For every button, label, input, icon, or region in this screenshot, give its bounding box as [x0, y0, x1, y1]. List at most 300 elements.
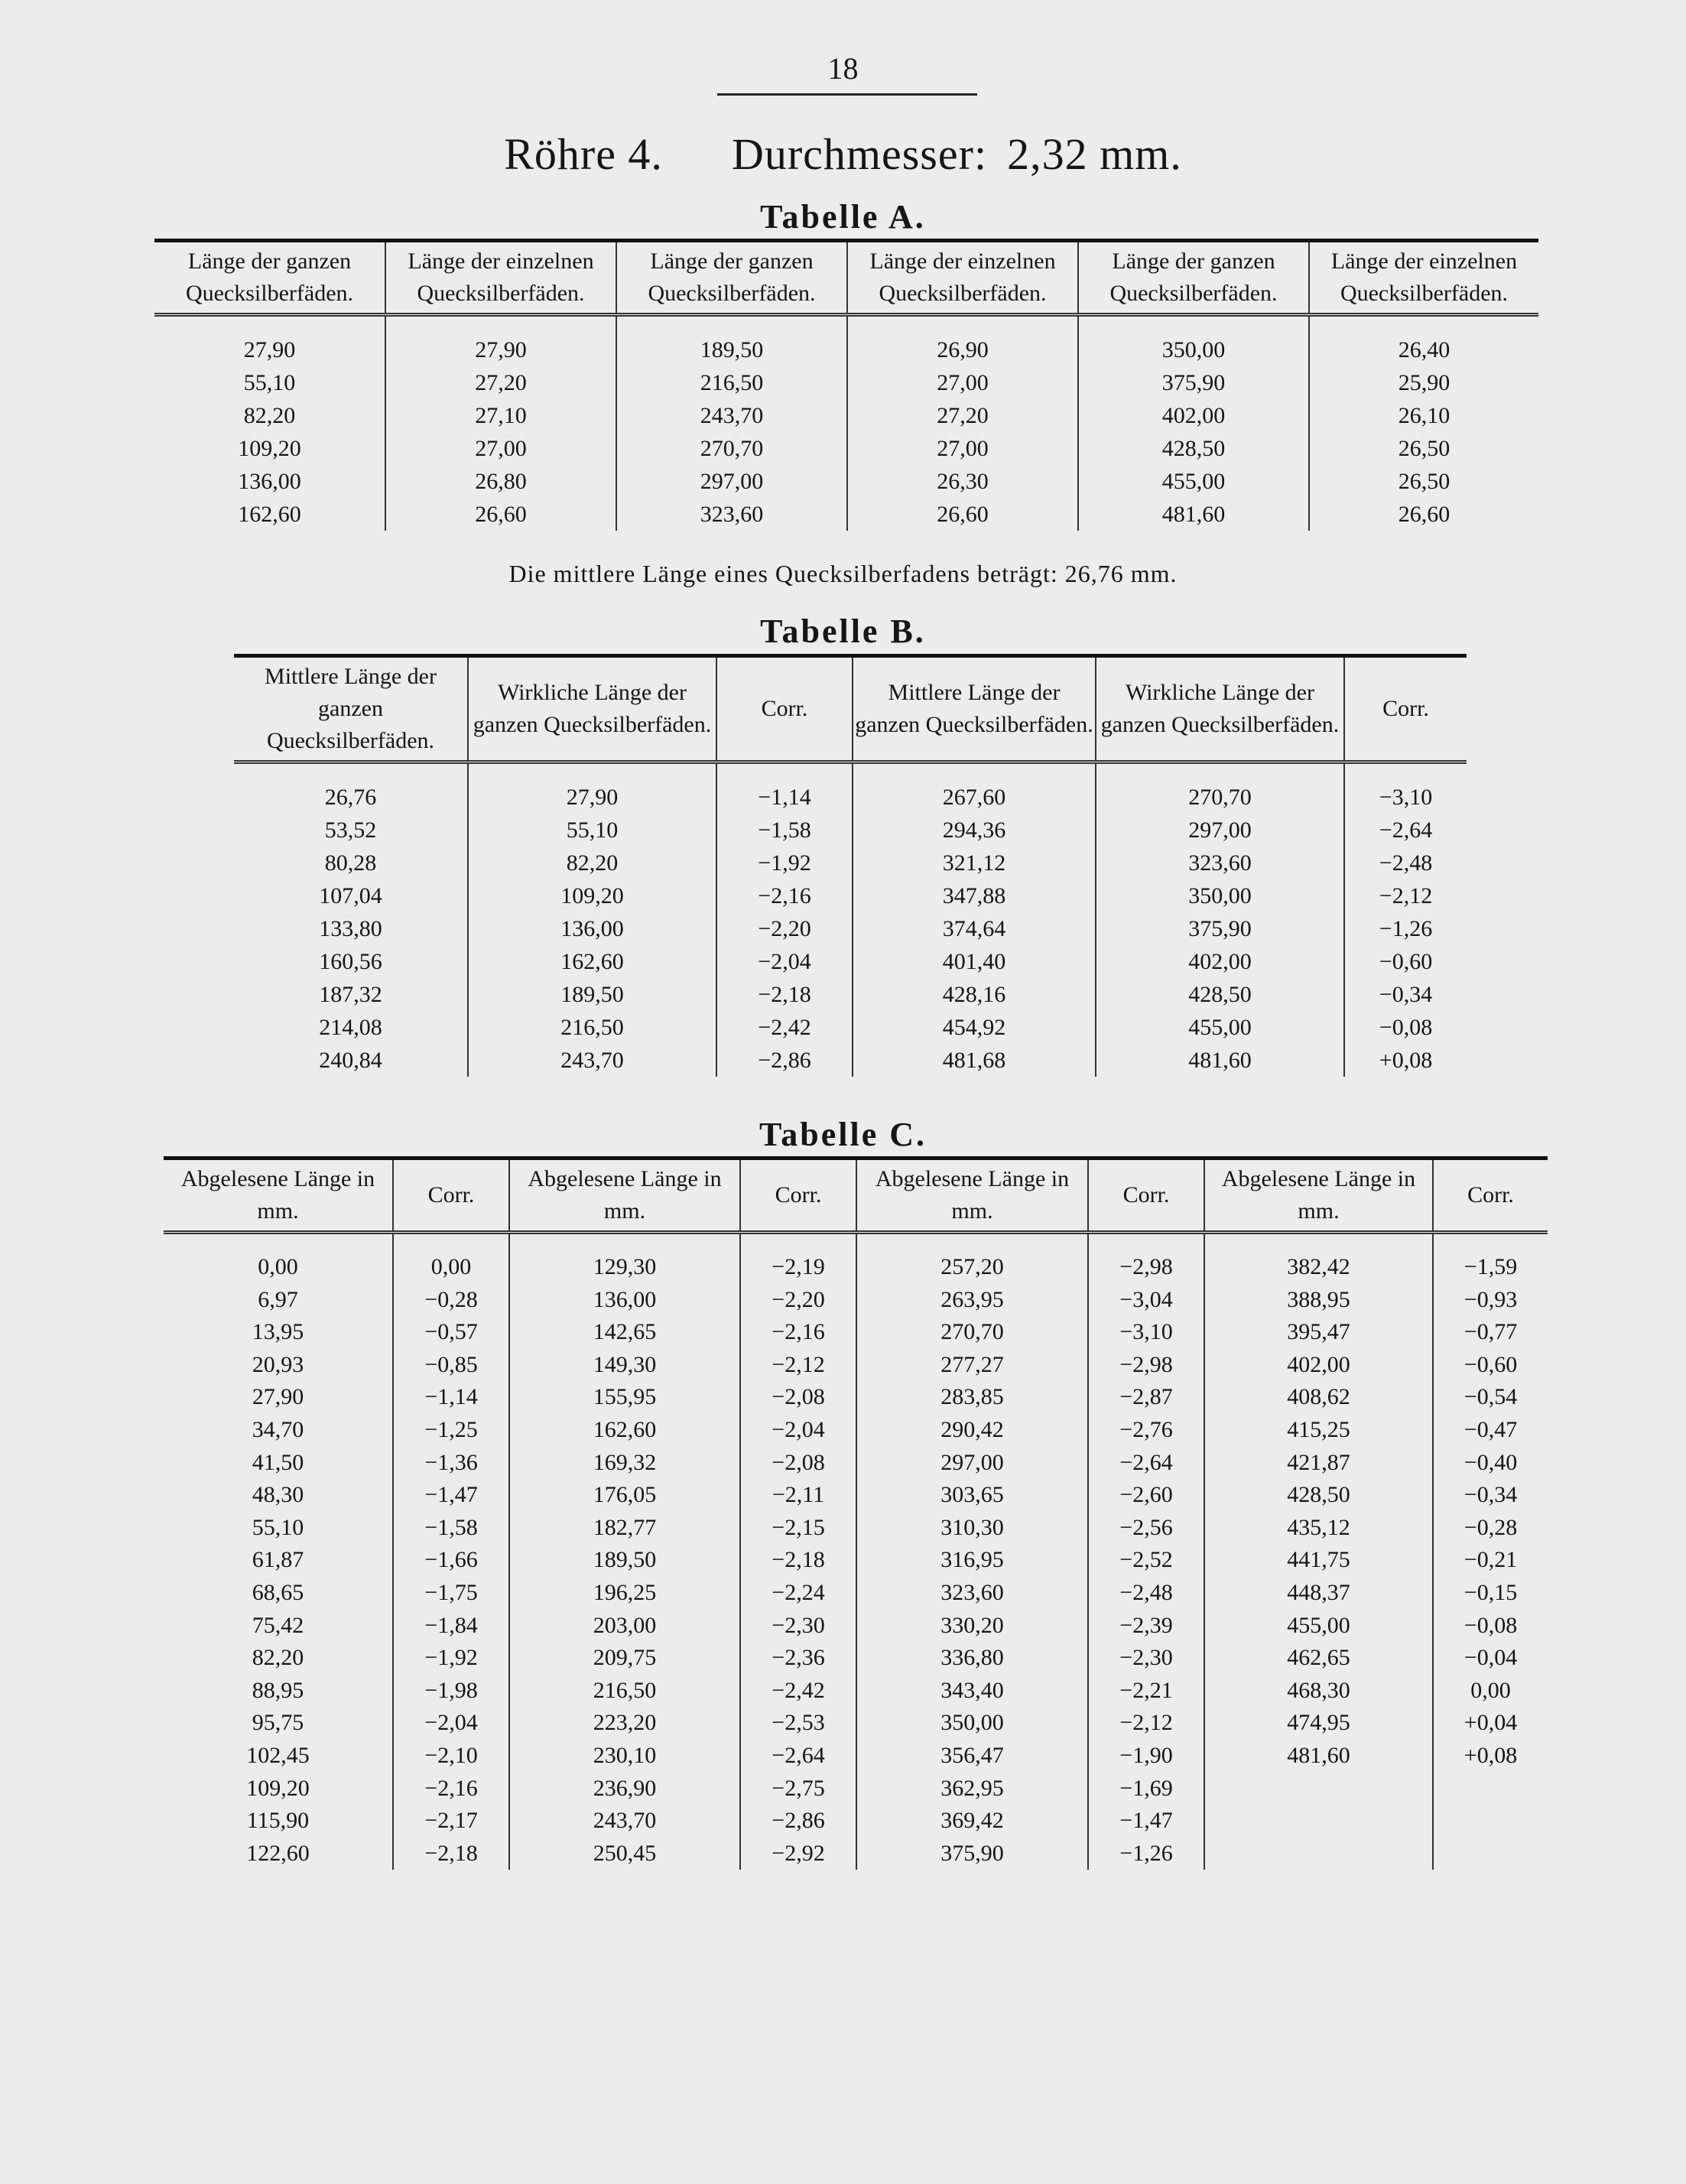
table-cell: 107,04: [234, 879, 468, 912]
table-b-header-3: Mittlere Länge der ganzen Quecksilberfäden.: [853, 656, 1096, 762]
table-cell: −0,28: [393, 1284, 509, 1317]
table-cell: −2,98: [1088, 1349, 1204, 1382]
table-cell: 369,42: [856, 1805, 1088, 1838]
title-diameter-label: Durchmesser:: [731, 129, 988, 179]
table-cell: 435,12: [1204, 1512, 1433, 1545]
table-cell: −2,16: [716, 879, 853, 912]
table-cell: −3,10: [1088, 1316, 1204, 1349]
table-cell: 223,20: [509, 1707, 740, 1740]
table-cell: 428,50: [1096, 978, 1344, 1011]
table-b-header-2: Corr.: [716, 656, 853, 762]
table-cell: [1433, 1838, 1548, 1870]
table-cell: −2,42: [716, 1011, 853, 1044]
table-cell: 82,20: [164, 1642, 393, 1675]
table-cell: 68,65: [164, 1577, 393, 1610]
table-cell: 216,50: [468, 1011, 716, 1044]
table-cell: 350,00: [1096, 879, 1344, 912]
table-row: [164, 1544, 1548, 1577]
table-cell: 176,05: [509, 1479, 740, 1512]
table-row: [164, 1414, 1548, 1447]
table-cell: −2,64: [740, 1740, 856, 1773]
table-cell: 402,00: [1078, 399, 1309, 432]
table-b: [234, 654, 1467, 1077]
table-cell: 481,60: [1096, 1044, 1344, 1077]
table-cell: −2,30: [1088, 1642, 1204, 1675]
table-cell: −1,66: [393, 1544, 509, 1577]
table-cell: 243,70: [509, 1805, 740, 1838]
table-cell: 297,00: [856, 1447, 1088, 1480]
table-cell: 27,90: [468, 762, 716, 814]
table-cell: 55,10: [154, 366, 385, 399]
title-diameter-value: 2,32 mm.: [1007, 129, 1182, 179]
table-cell: 26,50: [1398, 469, 1450, 494]
table-cell: 26,60: [385, 498, 616, 531]
table-cell: −1,69: [1088, 1773, 1204, 1805]
table-cell: −2,60: [1088, 1479, 1204, 1512]
table-cell: −2,18: [740, 1544, 856, 1577]
table-cell: 323,60: [856, 1577, 1088, 1610]
table-a-header-5: Länge der einzelnen Quecksilberfäden.: [1330, 249, 1518, 306]
mean-length-note: Die mittlere Länge eines Quecksilberfadens beträgt: 26,76 mm.: [508, 560, 1178, 587]
table-cell: 336,80: [856, 1642, 1088, 1675]
table-cell: 82,20: [468, 847, 716, 879]
table-row: [234, 847, 1467, 879]
table-cell: 102,45: [164, 1740, 393, 1773]
table-cell: −2,17: [393, 1805, 509, 1838]
table-cell: 243,70: [468, 1044, 716, 1077]
table-c: [164, 1156, 1548, 1870]
table-cell: 27,10: [385, 399, 616, 432]
table-cell: 362,95: [856, 1773, 1088, 1805]
table-cell: 95,75: [164, 1707, 393, 1740]
table-cell: −2,64: [1088, 1447, 1204, 1480]
table-cell: −1,26: [1379, 916, 1433, 941]
table-cell: −2,48: [1088, 1577, 1204, 1610]
table-cell: 468,30: [1204, 1675, 1433, 1708]
table-cell: −0,08: [1463, 1612, 1518, 1638]
table-cell: −0,04: [1463, 1645, 1518, 1671]
table-cell: 20,93: [164, 1349, 393, 1382]
table-cell: 196,25: [509, 1577, 740, 1610]
table-cell: −1,58: [393, 1512, 509, 1545]
table-row: [164, 1577, 1548, 1610]
table-cell: 27,90: [385, 315, 616, 367]
table-cell: 142,65: [509, 1316, 740, 1349]
table-row: [154, 399, 1538, 432]
table-cell: 189,50: [509, 1544, 740, 1577]
table-cell: +0,04: [1463, 1710, 1518, 1736]
table-a-title: Tabelle A.: [760, 198, 926, 236]
page-title: [0, 128, 1686, 180]
table-cell: −2,12: [1088, 1707, 1204, 1740]
table-cell: −0,57: [393, 1316, 509, 1349]
table-row: [154, 315, 1538, 367]
table-cell: 330,20: [856, 1610, 1088, 1643]
table-cell: −0,15: [1463, 1579, 1518, 1605]
table-a-header-3: Länge der einzelnen Quecksilberfäden.: [847, 241, 1078, 315]
table-cell: 26,80: [385, 465, 616, 498]
table-cell: −3,10: [1379, 785, 1433, 810]
table-cell: 316,95: [856, 1544, 1088, 1577]
table-cell: −0,34: [1379, 982, 1433, 1007]
table-cell: 26,10: [1398, 403, 1450, 428]
table-cell: 323,60: [1096, 847, 1344, 879]
table-b-header-row: [234, 656, 1467, 762]
table-cell: 250,45: [509, 1838, 740, 1870]
table-cell: 26,50: [1398, 436, 1450, 461]
table-cell: 421,87: [1204, 1447, 1433, 1480]
table-cell: −2,53: [740, 1707, 856, 1740]
table-row: [164, 1349, 1548, 1382]
table-a-header-1: Länge der einzelnen Quecksilberfäden.: [385, 241, 616, 315]
table-cell: 26,90: [847, 315, 1078, 367]
table-cell: 401,40: [853, 945, 1096, 978]
table-cell: 0,00: [393, 1233, 509, 1284]
table-cell: 448,37: [1204, 1577, 1433, 1610]
table-c-header-7: Corr.: [1467, 1182, 1514, 1207]
table-row: [164, 1740, 1548, 1773]
table-cell: −2,92: [740, 1838, 856, 1870]
table-cell: −2,18: [393, 1838, 509, 1870]
table-cell: −1,92: [393, 1642, 509, 1675]
table-row: [164, 1447, 1548, 1480]
table-c-header-5: Corr.: [1088, 1159, 1204, 1233]
table-cell: 55,10: [468, 814, 716, 847]
table-cell: 13,95: [164, 1316, 393, 1349]
table-cell: 155,95: [509, 1381, 740, 1414]
table-cell: 216,50: [509, 1675, 740, 1708]
table-cell: 27,90: [154, 315, 385, 367]
title-tube: Röhre 4.: [504, 129, 663, 179]
table-cell: −2,24: [740, 1577, 856, 1610]
table-row: [154, 432, 1538, 465]
table-cell: 136,00: [509, 1284, 740, 1317]
table-cell: 136,00: [468, 912, 716, 945]
table-cell: 27,20: [385, 366, 616, 399]
table-cell: −1,14: [393, 1381, 509, 1414]
table-cell: −2,86: [716, 1044, 853, 1077]
page-number-rule: [717, 93, 977, 96]
table-cell: 48,30: [164, 1479, 393, 1512]
table-cell: 189,50: [616, 315, 847, 367]
table-cell: 441,75: [1204, 1544, 1433, 1577]
table-b-title: Tabelle B.: [760, 613, 926, 650]
table-cell: 323,60: [616, 498, 847, 531]
table-cell: −0,93: [1463, 1286, 1518, 1312]
table-cell: 109,20: [154, 432, 385, 465]
table-cell: 203,00: [509, 1610, 740, 1643]
table-cell: 80,28: [234, 847, 468, 879]
table-cell: −2,39: [1088, 1610, 1204, 1643]
table-cell: 26,60: [847, 498, 1078, 531]
table-cell: 27,00: [847, 366, 1078, 399]
table-b-header-5: Corr.: [1382, 696, 1429, 721]
table-cell: −0,60: [1463, 1351, 1518, 1377]
table-cell: −1,25: [393, 1414, 509, 1447]
table-c-header-3: Corr.: [740, 1159, 856, 1233]
table-cell: 216,50: [616, 366, 847, 399]
table-cell: −1,75: [393, 1577, 509, 1610]
table-cell: 26,40: [1398, 337, 1450, 362]
table-cell: 160,56: [234, 945, 468, 978]
table-a-header-4: Länge der ganzen Quecksilberfäden.: [1078, 241, 1309, 315]
table-cell: 454,92: [853, 1011, 1096, 1044]
table-cell: 162,60: [154, 498, 385, 531]
table-cell: 230,10: [509, 1740, 740, 1773]
table-cell: −2,87: [1088, 1381, 1204, 1414]
table-cell: 162,60: [509, 1414, 740, 1447]
table-row: [164, 1233, 1548, 1284]
table-cell: −2,10: [393, 1740, 509, 1773]
table-cell: −1,47: [1088, 1805, 1204, 1838]
table-cell: 347,88: [853, 879, 1096, 912]
table-cell: −2,42: [740, 1675, 856, 1708]
table-a-header-row: [154, 241, 1538, 315]
table-cell: 115,90: [164, 1805, 393, 1838]
table-cell: 388,95: [1204, 1284, 1433, 1317]
table-cell: 415,25: [1204, 1414, 1433, 1447]
table-cell: 26,60: [1398, 502, 1450, 527]
table-cell: 356,47: [856, 1740, 1088, 1773]
table-cell: [1204, 1838, 1433, 1870]
table-cell: 26,76: [234, 762, 468, 814]
table-row: [164, 1610, 1548, 1643]
table-cell: 75,42: [164, 1610, 393, 1643]
table-cell: 402,00: [1204, 1349, 1433, 1382]
table-cell: 182,77: [509, 1512, 740, 1545]
table-cell: 382,42: [1204, 1233, 1433, 1284]
table-cell: −2,52: [1088, 1544, 1204, 1577]
table-cell: −2,48: [1379, 850, 1433, 876]
table-cell: 136,00: [154, 465, 385, 498]
table-cell: 27,20: [847, 399, 1078, 432]
table-cell: 209,75: [509, 1642, 740, 1675]
table-cell: −2,04: [393, 1707, 509, 1740]
table-c-header-0: Abgelesene Länge in mm.: [164, 1159, 393, 1233]
table-row: [234, 879, 1467, 912]
table-row: [234, 1011, 1467, 1044]
table-cell: 321,12: [853, 847, 1096, 879]
table-cell: 310,30: [856, 1512, 1088, 1545]
table-row: [164, 1805, 1548, 1838]
table-cell: −0,21: [1463, 1547, 1518, 1573]
table-cell: 187,32: [234, 978, 468, 1011]
table-cell: 109,20: [468, 879, 716, 912]
table-row: [234, 945, 1467, 978]
table-b-header-4: Wirkliche Länge der ganzen Quecksilberfäden.: [1096, 656, 1344, 762]
table-cell: −0,28: [1463, 1514, 1518, 1540]
table-cell: −2,20: [716, 912, 853, 945]
table-cell: 263,95: [856, 1284, 1088, 1317]
table-cell: −2,75: [740, 1773, 856, 1805]
table-cell: 236,90: [509, 1773, 740, 1805]
table-c-header-row: [164, 1159, 1548, 1233]
table-cell: −1,14: [716, 762, 853, 814]
table-row: [164, 1707, 1548, 1740]
table-cell: 290,42: [856, 1414, 1088, 1447]
table-a: [154, 239, 1538, 531]
table-cell: −1,92: [716, 847, 853, 879]
table-a-header-0: Länge der ganzen Quecksilberfäden.: [154, 241, 385, 315]
table-cell: [1433, 1773, 1548, 1805]
table-cell: 243,70: [616, 399, 847, 432]
table-cell: 455,00: [1078, 465, 1309, 498]
table-row: [154, 498, 1538, 531]
table-cell: 270,70: [616, 432, 847, 465]
table-cell: −2,12: [740, 1349, 856, 1382]
table-cell: 240,84: [234, 1044, 468, 1077]
table-cell: 27,90: [164, 1381, 393, 1414]
table-cell: 214,08: [234, 1011, 468, 1044]
table-row: [154, 465, 1538, 498]
table-row: [234, 912, 1467, 945]
table-cell: 27,00: [385, 432, 616, 465]
table-cell: −0,77: [1463, 1319, 1518, 1345]
table-cell: −1,47: [393, 1479, 509, 1512]
table-cell: 374,64: [853, 912, 1096, 945]
table-cell: 481,60: [1204, 1740, 1433, 1773]
table-cell: 41,50: [164, 1447, 393, 1480]
page-number: 18: [827, 51, 859, 86]
table-row: [164, 1316, 1548, 1349]
table-c-title: Tabelle C.: [759, 1116, 927, 1153]
table-cell: 481,60: [1078, 498, 1309, 531]
table-cell: −2,16: [740, 1316, 856, 1349]
table-cell: 27,00: [847, 432, 1078, 465]
table-row: [154, 366, 1538, 399]
table-row: [164, 1284, 1548, 1317]
table-row: [164, 1479, 1548, 1512]
table-cell: −0,60: [1379, 949, 1433, 974]
table-c-header-1: Corr.: [393, 1159, 509, 1233]
table-cell: 408,62: [1204, 1381, 1433, 1414]
table-row: [234, 762, 1467, 814]
table-cell: 270,70: [856, 1316, 1088, 1349]
table-cell: 82,20: [154, 399, 385, 432]
table-cell: −2,11: [740, 1479, 856, 1512]
table-cell: +0,08: [1379, 1048, 1433, 1073]
table-row: [164, 1512, 1548, 1545]
table-cell: 297,00: [616, 465, 847, 498]
table-row: [164, 1381, 1548, 1414]
table-row: [164, 1642, 1548, 1675]
table-cell: 402,00: [1096, 945, 1344, 978]
table-cell: 169,32: [509, 1447, 740, 1480]
table-cell: 455,00: [1096, 1011, 1344, 1044]
table-cell: 26,30: [847, 465, 1078, 498]
table-cell: −1,90: [1088, 1740, 1204, 1773]
table-c-header-6: Abgelesene Länge in mm.: [1204, 1159, 1433, 1233]
table-cell: −2,19: [740, 1233, 856, 1284]
table-cell: −0,40: [1463, 1449, 1518, 1475]
table-cell: −2,20: [740, 1284, 856, 1317]
table-cell: 0,00: [1470, 1677, 1511, 1703]
table-cell: 162,60: [468, 945, 716, 978]
table-cell: −2,64: [1379, 817, 1433, 843]
table-cell: −2,04: [740, 1414, 856, 1447]
table-c-header-2: Abgelesene Länge in mm.: [509, 1159, 740, 1233]
table-cell: −2,98: [1088, 1233, 1204, 1284]
table-cell: 109,20: [164, 1773, 393, 1805]
table-row: [234, 978, 1467, 1011]
table-cell: 189,50: [468, 978, 716, 1011]
table-cell: −1,36: [393, 1447, 509, 1480]
table-cell: −2,08: [740, 1381, 856, 1414]
table-cell: 270,70: [1096, 762, 1344, 814]
table-cell: −2,56: [1088, 1512, 1204, 1545]
table-cell: 343,40: [856, 1675, 1088, 1708]
table-cell: −2,30: [740, 1610, 856, 1643]
table-cell: −2,15: [740, 1512, 856, 1545]
table-cell: −1,26: [1088, 1838, 1204, 1870]
table-row: [164, 1675, 1548, 1708]
table-b-header-1: Wirkliche Länge der ganzen Quecksilberfäden.: [468, 656, 716, 762]
table-cell: 55,10: [164, 1512, 393, 1545]
table-cell: 277,27: [856, 1349, 1088, 1382]
table-cell: [1204, 1805, 1433, 1838]
table-cell: 34,70: [164, 1414, 393, 1447]
table-cell: −2,76: [1088, 1414, 1204, 1447]
table-cell: −2,18: [716, 978, 853, 1011]
table-cell: 455,00: [1204, 1610, 1433, 1643]
table-cell: 283,85: [856, 1381, 1088, 1414]
table-cell: 428,50: [1204, 1479, 1433, 1512]
table-cell: −2,36: [740, 1642, 856, 1675]
table-row: [164, 1838, 1548, 1870]
table-b-header-0: Mittlere Länge der ganzen Quecksilberfäden.: [234, 656, 468, 762]
table-cell: −2,12: [1379, 883, 1433, 908]
table-cell: 375,90: [1078, 366, 1309, 399]
table-row: [234, 814, 1467, 847]
table-cell: 294,36: [853, 814, 1096, 847]
table-cell: −2,04: [716, 945, 853, 978]
table-row: [234, 1044, 1467, 1077]
table-cell: 395,47: [1204, 1316, 1433, 1349]
table-cell: 257,20: [856, 1233, 1088, 1284]
table-cell: −2,16: [393, 1773, 509, 1805]
table-cell: 428,16: [853, 978, 1096, 1011]
table-cell: 375,90: [856, 1838, 1088, 1870]
table-cell: 267,60: [853, 762, 1096, 814]
table-cell: −1,98: [393, 1675, 509, 1708]
table-cell: −1,59: [1463, 1254, 1518, 1279]
table-cell: 375,90: [1096, 912, 1344, 945]
table-cell: 53,52: [234, 814, 468, 847]
table-cell: 88,95: [164, 1675, 393, 1708]
table-cell: −2,08: [740, 1447, 856, 1480]
table-row: [164, 1773, 1548, 1805]
table-cell: −0,47: [1463, 1416, 1518, 1442]
table-c-header-4: Abgelesene Länge in mm.: [856, 1159, 1088, 1233]
table-cell: −1,58: [716, 814, 853, 847]
table-cell: 61,87: [164, 1544, 393, 1577]
table-cell: 303,65: [856, 1479, 1088, 1512]
table-cell: −0,85: [393, 1349, 509, 1382]
table-cell: 129,30: [509, 1233, 740, 1284]
table-cell: 481,68: [853, 1044, 1096, 1077]
table-cell: −0,08: [1379, 1015, 1433, 1040]
table-a-header-2: Länge der ganzen Quecksilberfäden.: [616, 241, 847, 315]
table-cell: −0,34: [1463, 1482, 1518, 1508]
table-cell: [1433, 1805, 1548, 1838]
table-cell: −3,04: [1088, 1284, 1204, 1317]
table-cell: 428,50: [1078, 432, 1309, 465]
table-cell: 149,30: [509, 1349, 740, 1382]
table-cell: 350,00: [856, 1707, 1088, 1740]
table-cell: 25,90: [1398, 370, 1450, 395]
table-cell: 297,00: [1096, 814, 1344, 847]
table-cell: −1,84: [393, 1610, 509, 1643]
